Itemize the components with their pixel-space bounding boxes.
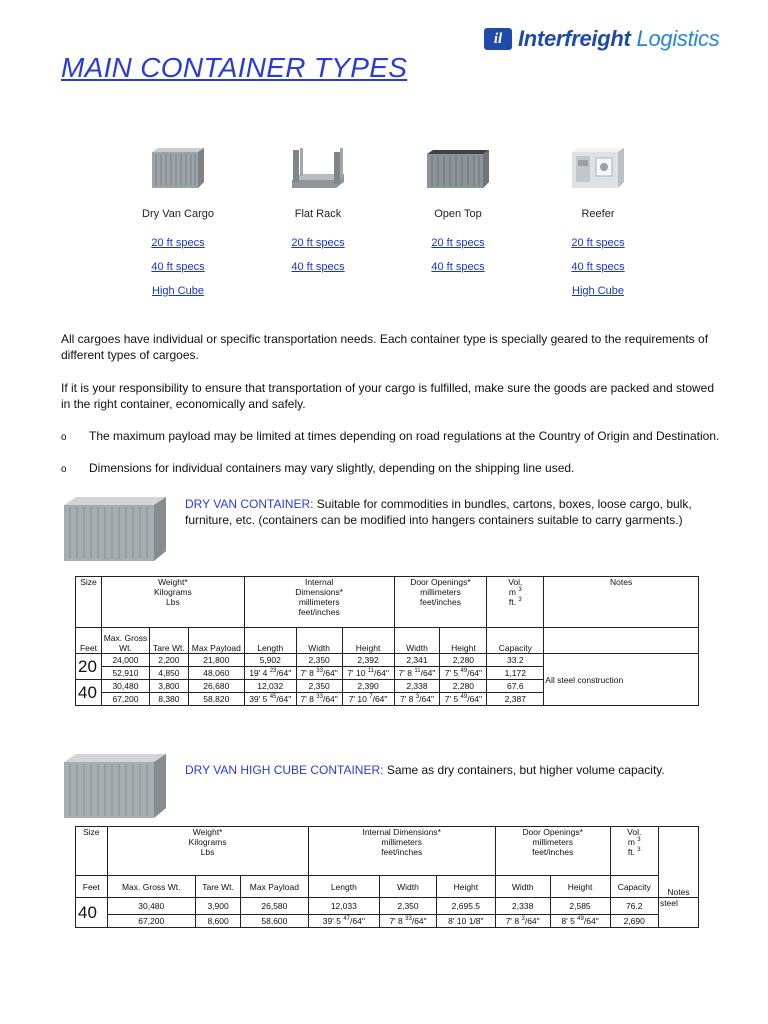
dry-van-40ft-link[interactable]: 40 ft specs [151, 261, 205, 273]
type-flat-rack [248, 138, 388, 309]
col-height: Height [342, 628, 394, 654]
col-length: Length [244, 628, 296, 654]
high-cube-heading: DRY VAN HIGH CUBE CONTAINER: [185, 763, 384, 777]
type-open-top [388, 138, 528, 309]
high-cube-desc-text: Same as dry containers, but higher volume capacity. [383, 763, 665, 777]
logo-text [518, 26, 719, 52]
table-row: 67,200 8,600 58,600 39' 5 $^{47}$/64" 7' 8 $^{33}$/64" 8' 10 1/8" 7' 8 $^3$/64" 8' 5 $^{49}$/64" 2,690 [76, 915, 699, 928]
flat-rack-20ft-link[interactable]: 20 ft specs [291, 237, 345, 249]
open-top-20ft-link[interactable]: 20 ft specs [431, 237, 485, 249]
size-40: 40 [76, 898, 108, 928]
dry-van-heading: DRY VAN CONTAINER: [185, 497, 314, 511]
bullet-item [61, 461, 741, 475]
header-size: Size [76, 577, 102, 628]
dry-van-desc-text: Suitable for commodities in bundles, cartons, boxes, loose cargo, bulk, furniture, etc. (containers can be modified into hangers containers suitable to carry garments.) [185, 497, 692, 527]
notes-cell: steel [658, 898, 698, 928]
type-name: Open Top [434, 208, 482, 220]
bullet-item [61, 429, 741, 443]
dry-van-20ft-link[interactable]: 20 ft specs [151, 237, 205, 249]
intro-paragraph-1: All cargoes have individual or specific transportation needs. Each container type is specially geared to the requirements of different types of cargoes. [61, 332, 709, 362]
size-20: 20 [76, 654, 102, 680]
high-cube-description [185, 762, 705, 778]
flat-rack-container-icon [290, 146, 346, 190]
dry-van-container-icon [62, 495, 170, 563]
type-reefer [528, 138, 668, 309]
table-row: 20 24,000 2,200 21,800 5,902 2,350 2,392 2,341 2,280 33.2 All steel construction [76, 654, 699, 667]
col-width: Width [296, 628, 342, 654]
table-row: 52,910 4,850 48,060 19' 4 $^{23}$/64" 7' 8 $^{33}$/64" 7' 10 $^{11}$/64" 7' 8 $^{11}$/64" 7' 5 $^{49}$/64" 1,172 [76, 667, 699, 680]
header-door-openings: Door Openings* millimeters feet/inches [495, 827, 610, 876]
col-tare: Tare Wt. [149, 628, 188, 654]
high-cube-spec-table: Size Weight* Kilograms Lbs Internal Dimensions* millimeters feet/inches Door Openings* millimeters feet/inches Vol. m $^3$ ft. $^3$ Notes Feet Max. Gross Wt. Tare Wt. Max Payload Length Width Height Width Height Capacity 40 30,480 3,900 26,580 12,033 2,350 2,695.5 2,338 2,585 76.2 steel 67,200 8,600 58,600 39' 5 $^{47}$/64" 7' 8 $^{33}$/64" 8' 10 1/8" 7' 8 $^3$/64" 8' 5 $^{49}$/64" 2,690 [75, 826, 699, 928]
type-name: Flat Rack [294, 208, 342, 220]
col-max-gross: Max. Gross Wt. [101, 628, 149, 654]
header-volume: Vol. m $^3$ ft. $^3$ [487, 577, 544, 628]
logo-word-2: Logistics [636, 26, 720, 51]
dry-van-container-icon [148, 146, 208, 190]
open-top-40ft-link[interactable]: 40 ft specs [431, 261, 485, 273]
flat-rack-40ft-link[interactable]: 40 ft specs [291, 261, 345, 273]
dry-van-spec-table [75, 576, 699, 706]
bullet-text: Dimensions for individual containers may vary slightly, depending on the shipping line used. [89, 461, 575, 475]
notes-cell: All steel construction [544, 654, 699, 706]
size-40: 40 [76, 680, 102, 706]
intro-paragraph-2: If it is your responsibility to ensure that transportation of your cargo is fulfilled, make sure the goods are packed and stowed in the right container, economically and safely. [61, 381, 715, 411]
header-internal-dimensions: Internal Dimensions* millimeters feet/inches [244, 577, 394, 628]
reefer-container-icon [568, 146, 628, 190]
table-row: 40 30,480 3,900 26,580 12,033 2,350 2,695.5 2,338 2,585 76.2 steel [76, 898, 699, 915]
col-max-payload: Max Payload [188, 628, 244, 654]
dry-van-high-cube-link[interactable]: High Cube [152, 285, 204, 297]
col-door-width: Width [394, 628, 440, 654]
header-volume: Vol. m $^3$ ft. $^3$ [610, 827, 658, 876]
container-type-gallery [108, 138, 708, 309]
table-row: 67,200 8,380 58,820 39' 5 $^{45}$/64" 7' 8 $^{33}$/64" 7' 10 $^7$/64" 7' 8 $^3$/64" 7' 5 $^{49}$/64" 2,387 [76, 693, 699, 706]
page-title: MAIN CONTAINER TYPES [61, 52, 408, 83]
open-top-container-icon [423, 146, 493, 190]
company-logo [484, 26, 719, 52]
table-row: 40 30,480 3,800 26,680 12,032 2,350 2,390 2,338 2,280 67.6 [76, 680, 699, 693]
header-door-openings: Door Openings* millimeters feet/inches [394, 577, 487, 628]
bullet-marker: o [61, 464, 67, 475]
bullet-marker: o [61, 432, 67, 443]
logo-word-1: Interfreight [518, 26, 631, 51]
header-weight: Weight* Kilograms Lbs [107, 827, 308, 876]
col-feet: Feet [76, 628, 102, 654]
header-internal-dimensions: Internal Dimensions* millimeters feet/inches [308, 827, 495, 876]
type-name: Reefer [581, 208, 615, 220]
reefer-high-cube-link[interactable]: High Cube [572, 285, 624, 297]
high-cube-container-icon [62, 752, 170, 820]
col-capacity: Capacity [487, 628, 544, 654]
header-size: Size [76, 827, 108, 876]
logo-mark-icon: il [484, 28, 512, 50]
type-name: Dry Van Cargo [142, 208, 214, 220]
dry-van-description [185, 496, 705, 528]
reefer-20ft-link[interactable]: 20 ft specs [571, 237, 625, 249]
header-notes: Notes [658, 827, 698, 898]
header-notes: Notes [544, 577, 699, 628]
type-dry-van [108, 138, 248, 309]
reefer-40ft-link[interactable]: 40 ft specs [571, 261, 625, 273]
col-door-height: Height [440, 628, 487, 654]
bullet-text: The maximum payload may be limited at times depending on road regulations at the Country of Origin and Destination. [89, 429, 720, 443]
header-weight: Weight* Kilograms Lbs [101, 577, 244, 628]
